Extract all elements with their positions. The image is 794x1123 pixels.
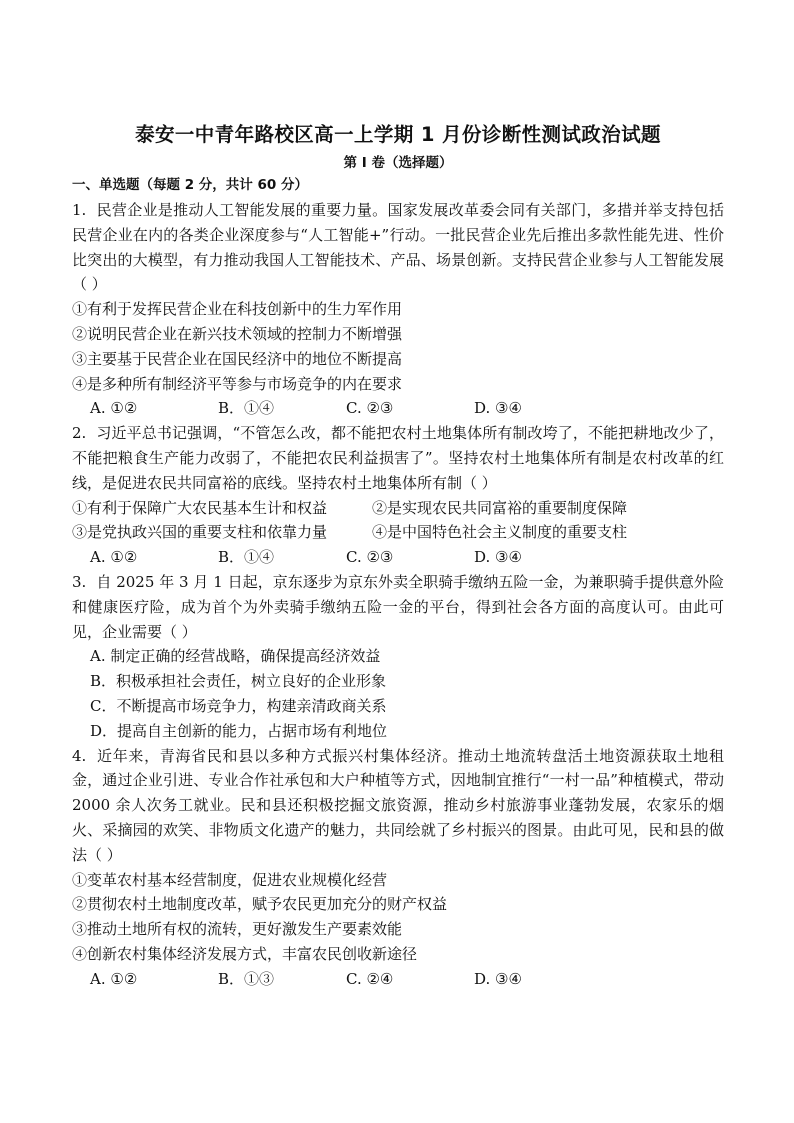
question-number: 4. [72, 746, 87, 765]
question-text: 自 2025 年 3 月 1 日起，京东逐步为京东外卖全职骑手缴纳五险一金，为兼职骑手提供意外险和健康医疗险，成为首个为外卖骑手缴纳五险一金的平台，得到社会各方面的高度认可。由此可见，企业需要（ ） [72, 572, 724, 641]
statement-item: ③是党执政兴国的重要支柱和依靠力量 [72, 523, 328, 542]
part-heading: 第 I 卷（选择题） [343, 155, 453, 171]
statement-row [72, 520, 724, 545]
option-b[interactable]: B．①④ [218, 399, 275, 418]
statement-row [72, 496, 724, 521]
question-stem [72, 570, 724, 644]
exam-page [72, 118, 724, 992]
question-3 [72, 570, 724, 744]
page-title: 泰安一中青年路校区高一上学期 1 月份诊断性测试政治试题 [135, 123, 661, 146]
question-text: 习近平总书记强调，“不管怎么改，都不能把农村土地集体所有制改垮了，不能把耕地改少了，不能把粮食生产能力改弱了，不能把农民利益损害了”。坚持农村土地集体所有制是农村改革的红线，是促进农民共同富裕的底线。坚持农村土地集体所有制（ ） [72, 424, 724, 492]
option-a[interactable]: A. ①② [90, 969, 138, 988]
statement-item: ①有利于保障广大农民基本生计和权益 [72, 498, 328, 517]
question-number: 1. [72, 201, 87, 219]
option-a[interactable]: A. ①② [90, 548, 138, 567]
option-c[interactable]: C．不断提高市场竞争力，构建亲清政商关系 [90, 696, 387, 715]
answer-options [72, 545, 724, 570]
question-text: 民营企业是推动人工智能发展的重要力量。国家发展改革委会同有关部门，多措并举支持包括民营企业在内的各类企业深度参与“人工智能+”行动。一批民营企业先后推出多款性能先进、性价比突出的大模型，有力推动我国人工智能技术、产品、场景创新。支持民营企业参与人工智能发展（ ） [72, 201, 724, 294]
statement-item: ③主要基于民营企业在国民经济中的地位不断提高 [72, 349, 403, 368]
question-number: 3. [72, 572, 87, 591]
option-d[interactable]: D. ③④ [474, 399, 522, 418]
statement-item: ①变革农村基本经营制度，促进农业规模化经营 [72, 870, 388, 889]
statement-item: ②是实现农民共同富裕的重要制度保障 [372, 498, 628, 517]
option-c[interactable]: C. ②④ [346, 969, 394, 988]
option-d[interactable]: D. ③④ [474, 969, 522, 988]
option-c[interactable]: C. ②③ [346, 548, 394, 567]
question-text: 近年来，青海省民和县以多种方式振兴村集体经济。推动土地流转盘活土地资源获取土地租金，通过企业引进、专业合作社承包和大户种植等方式，因地制宜推行“一村一品”种植模式，带动 2000 余人次务工就业。民和县还积极挖掘文旅资源，推动乡村旅游事业蓬勃发展，农家乐的烟火、采摘园的欢笑、非物质文化遗产的魅力，共同绘就了乡村振兴的图景。由此可见，民和县的做法（ ） [72, 746, 724, 864]
option-d[interactable]: D．提高自主创新的能力，占据市场有利地位 [90, 721, 388, 740]
question-2 [72, 421, 724, 570]
question-1 [72, 198, 724, 421]
option-b[interactable]: B．①④ [218, 548, 275, 567]
statement-item: ①有利于发挥民营企业在科技创新中的生力军作用 [72, 300, 403, 319]
section-heading: 一、单选题（每题 2 分，共计 60 分） [72, 177, 308, 193]
answer-options [72, 396, 724, 421]
question-stem [72, 744, 724, 868]
option-b[interactable]: B．①③ [218, 969, 275, 988]
option-a[interactable]: A. ①② [90, 399, 138, 418]
question-stem [72, 198, 724, 297]
question-4 [72, 744, 724, 992]
option-d[interactable]: D. ③④ [474, 548, 522, 567]
statement-item: ③推动土地所有权的流转，更好激发生产要素效能 [72, 920, 403, 939]
statement-item: ②说明民营企业在新兴技术领域的控制力不断增强 [72, 324, 403, 343]
statement-item: ④创新农村集体经济发展方式，丰富农民创收新途径 [72, 944, 418, 963]
option-c[interactable]: C. ②③ [346, 399, 394, 418]
answer-options [72, 967, 724, 992]
option-a[interactable]: A. 制定正确的经营战略，确保提高经济效益 [90, 647, 381, 666]
statement-item: ④是中国特色社会主义制度的重要支柱 [372, 523, 628, 542]
statement-item: ④是多种所有制经济平等参与市场竞争的内在要求 [72, 374, 403, 393]
question-number: 2. [72, 424, 87, 443]
question-stem [72, 421, 724, 495]
statement-item: ②贯彻农村土地制度改革，赋予农民更加充分的财产权益 [72, 895, 448, 914]
option-b[interactable]: B．积极承担社会责任，树立良好的企业形象 [90, 672, 387, 691]
